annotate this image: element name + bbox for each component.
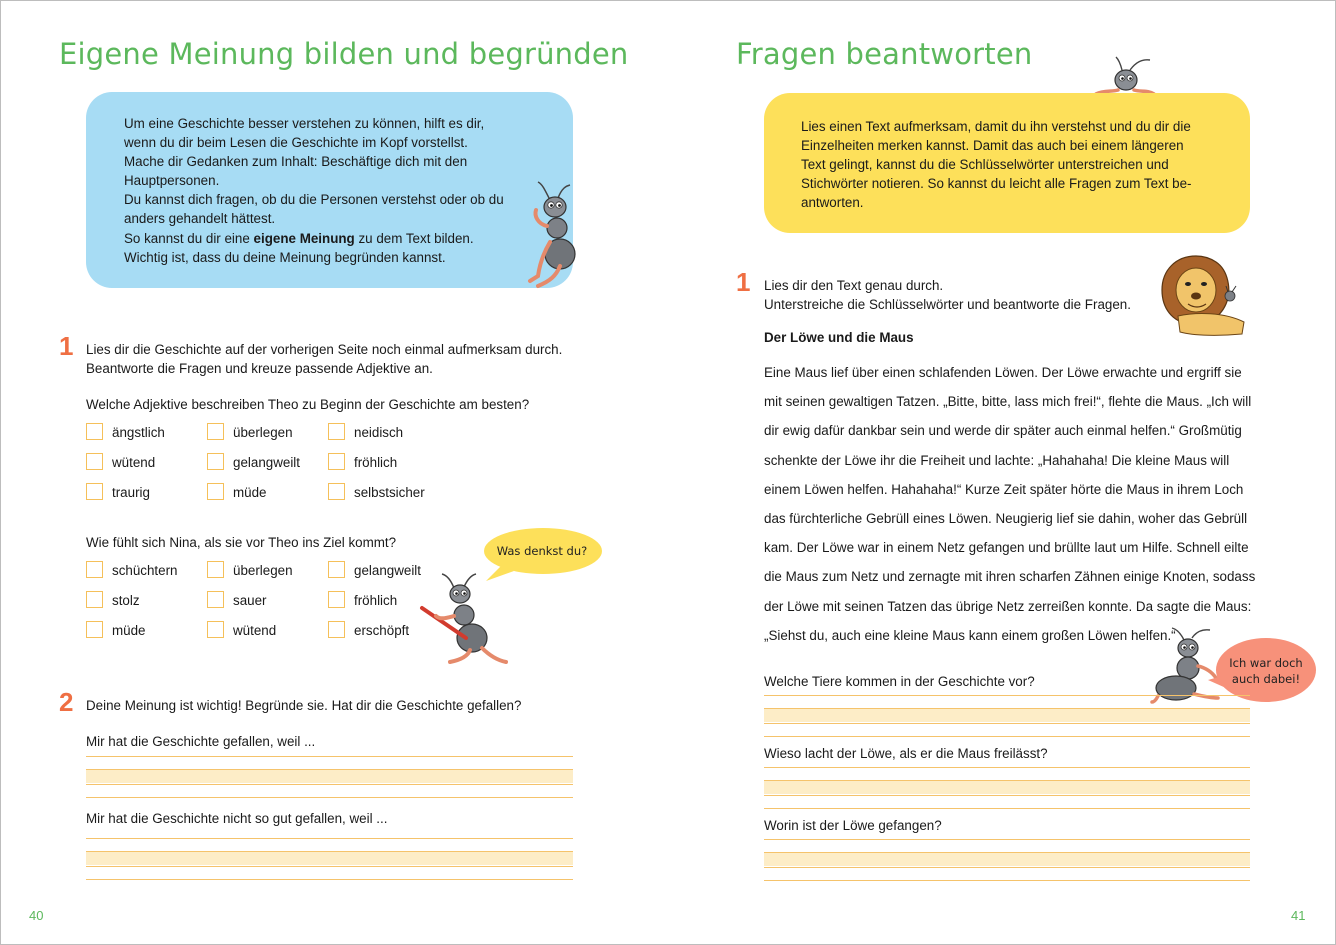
question: Wieso lacht der Löwe, als er die Maus freilässt? [764, 746, 1048, 761]
story-line: dir ewig dafür dankbar sein und werde dir später auch einmal helfen.“ Großmütig [764, 423, 1242, 439]
ant-with-pencil-illustration [420, 572, 512, 668]
story-line: Eine Maus lief über einen schlafenden Löwen. Der Löwe erwachte und ergriff sie [764, 365, 1242, 380]
checkbox[interactable] [86, 561, 103, 578]
task-instruction: Unterstreiche die Schlüsselwörter und beantworte die Fragen. [764, 297, 1131, 312]
checkbox[interactable] [86, 423, 103, 440]
checkbox[interactable] [207, 561, 224, 578]
speech-bubble-line: auch dabei! [1231, 672, 1301, 686]
info-line: Wichtig ist, dass du deine Meinung begründen kannst. [124, 249, 446, 265]
task-number: 1 [59, 331, 74, 361]
question: Wie fühlt sich Nina, als sie vor Theo ins Ziel kommt? [86, 535, 397, 550]
left-page-title: Eigene Meinung bilden und begründen [59, 37, 629, 71]
answer-lines[interactable] [86, 838, 573, 880]
speech-bubble-text [1222, 655, 1310, 687]
checkbox-label: erschöpft [354, 623, 410, 638]
story-line: mit seinen gewaltigen Tatzen. „Bitte, bitte, lass mich frei!“, flehte die Maus. „Ich will [764, 394, 1252, 410]
task-number: 1 [736, 267, 751, 297]
prompt: Mir hat die Geschichte gefallen, weil ... [86, 734, 316, 749]
info-line: Einzelheiten merken kannst. Damit das auch bei einem längeren [801, 138, 1184, 154]
speech-bubble-text: Was denkst du? [496, 544, 588, 558]
checkbox-label: wütend [112, 455, 156, 470]
info-line: Stichwörter notieren. So kannst du leicht alle Fragen zum Text be- [801, 176, 1192, 192]
answer-lines[interactable] [764, 695, 1250, 737]
answer-lines[interactable] [764, 767, 1250, 809]
page-number: 40 [29, 908, 44, 923]
info-emphasis: eigene Meinung [253, 230, 355, 246]
info-line: wenn du dir beim Lesen die Geschichte im Kopf vorstellst. [124, 135, 468, 151]
checkbox-label: gelangweilt [233, 455, 300, 470]
question: Worin ist der Löwe gefangen? [764, 818, 942, 833]
checkbox[interactable] [207, 453, 224, 470]
checkbox-label: fröhlich [354, 593, 398, 608]
info-box-questions [764, 93, 1250, 233]
checkbox[interactable] [328, 591, 345, 608]
checkbox[interactable] [86, 591, 103, 608]
checkbox[interactable] [328, 453, 345, 470]
checkbox-label: überlegen [233, 563, 293, 578]
answer-lines[interactable] [764, 839, 1250, 881]
checkbox-label: sauer [233, 593, 267, 608]
info-line: Du kannst dich fragen, ob du die Personen verstehst oder ob du [124, 192, 504, 208]
checkbox[interactable] [328, 561, 345, 578]
story-line: das fürchterliche Gebrüll eines Löwen. Neugierig lief sie dahin, woher das Gebrüll [764, 511, 1248, 527]
story-text [764, 358, 1274, 650]
page-number: 41 [1291, 908, 1306, 923]
ant-waving-illustration [520, 182, 580, 290]
checkbox-label: ängstlich [112, 425, 165, 440]
checkbox-label: stolz [112, 593, 140, 608]
lion-illustration [1156, 252, 1248, 340]
info-box-opinion [86, 92, 573, 288]
checkbox-label: traurig [112, 485, 150, 500]
speech-bubble-line: Ich war doch [1229, 656, 1303, 670]
info-text: So kannst du dir eine [124, 230, 250, 246]
checkbox[interactable] [86, 453, 103, 470]
checkbox-label: müde [112, 623, 146, 638]
info-line: Hauptpersonen. [124, 173, 220, 189]
story-line: schenkte der Löwe ihr die Freiheit und lachte: „Hahahaha! Die kleine Maus will [764, 452, 1230, 468]
info-line: Lies einen Text aufmerksam, damit du ihn verstehst und du dir die [801, 119, 1191, 134]
info-line: Text gelingt, kannst du die Schlüsselwörter unterstreichen und [801, 157, 1169, 173]
checkbox[interactable] [207, 483, 224, 500]
story-line: einem Löwen helfen. Hahahaha!“ Kurze Zeit später hörte die Maus in ihrem Loch [764, 481, 1244, 497]
ant-peeking-illustration [1094, 56, 1156, 98]
info-line: antworten. [801, 195, 864, 211]
checkbox[interactable] [328, 621, 345, 638]
checkbox[interactable] [207, 423, 224, 440]
prompt: Mir hat die Geschichte nicht so gut gefallen, weil ... [86, 811, 388, 826]
info-line: Um eine Geschichte besser verstehen zu können, hilft es dir, [124, 116, 485, 131]
question: Welche Tiere kommen in der Geschichte vor? [764, 674, 1035, 689]
story-title: Der Löwe und die Maus [764, 330, 914, 345]
answer-lines[interactable] [86, 756, 573, 798]
checkbox[interactable] [328, 483, 345, 500]
checkbox-label: selbstsicher [354, 485, 425, 500]
checkbox[interactable] [86, 483, 103, 500]
checkbox-label: wütend [233, 623, 277, 638]
checkbox-label: schüchtern [112, 563, 178, 578]
checkbox-label: fröhlich [354, 455, 398, 470]
task-instruction: Beantworte die Fragen und kreuze passende Adjektive an. [86, 361, 433, 376]
info-text: zu dem Text bilden. [358, 230, 474, 246]
checkbox-label: neidisch [354, 425, 404, 440]
checkbox[interactable] [207, 591, 224, 608]
right-page-title: Fragen beantworten [736, 37, 1033, 71]
question: Welche Adjektive beschreiben Theo zu Beginn der Geschichte am besten? [86, 397, 530, 412]
story-line: der Löwe mit seinen Tatzen das übrige Netz zerreißen konnte. Da sagte die Maus: [764, 598, 1252, 614]
story-line: die Maus zum Netz und zernagte mit ihren scharfen Zähnen einige Knoten, sodass [764, 569, 1256, 585]
checkbox-label: überlegen [233, 425, 293, 440]
task-instruction: Lies dir die Geschichte auf der vorherigen Seite noch einmal aufmerksam durch. [86, 342, 563, 357]
info-line: anders gehandelt hättest. [124, 211, 276, 227]
task-instruction: Lies dir den Text genau durch. [764, 278, 944, 293]
task-number: 2 [59, 687, 74, 717]
story-line: kam. Der Löwe war in einem Netz gefangen und brüllte laut um Hilfe. Schnell eilte [764, 540, 1249, 556]
checkbox[interactable] [328, 423, 345, 440]
checkbox-label: gelangweilt [354, 563, 421, 578]
info-line-mixed [124, 229, 573, 248]
checkbox-label: müde [233, 485, 267, 500]
checkbox[interactable] [86, 621, 103, 638]
story-line: „Siehst du, auch eine kleine Maus kann einem großen Löwen helfen.“ [764, 627, 1176, 643]
checkbox[interactable] [207, 621, 224, 638]
task-instruction: Deine Meinung ist wichtig! Begründe sie. Hat dir die Geschichte gefallen? [86, 698, 522, 713]
info-line: Mache dir Gedanken zum Inhalt: Beschäftige dich mit den [124, 154, 468, 170]
